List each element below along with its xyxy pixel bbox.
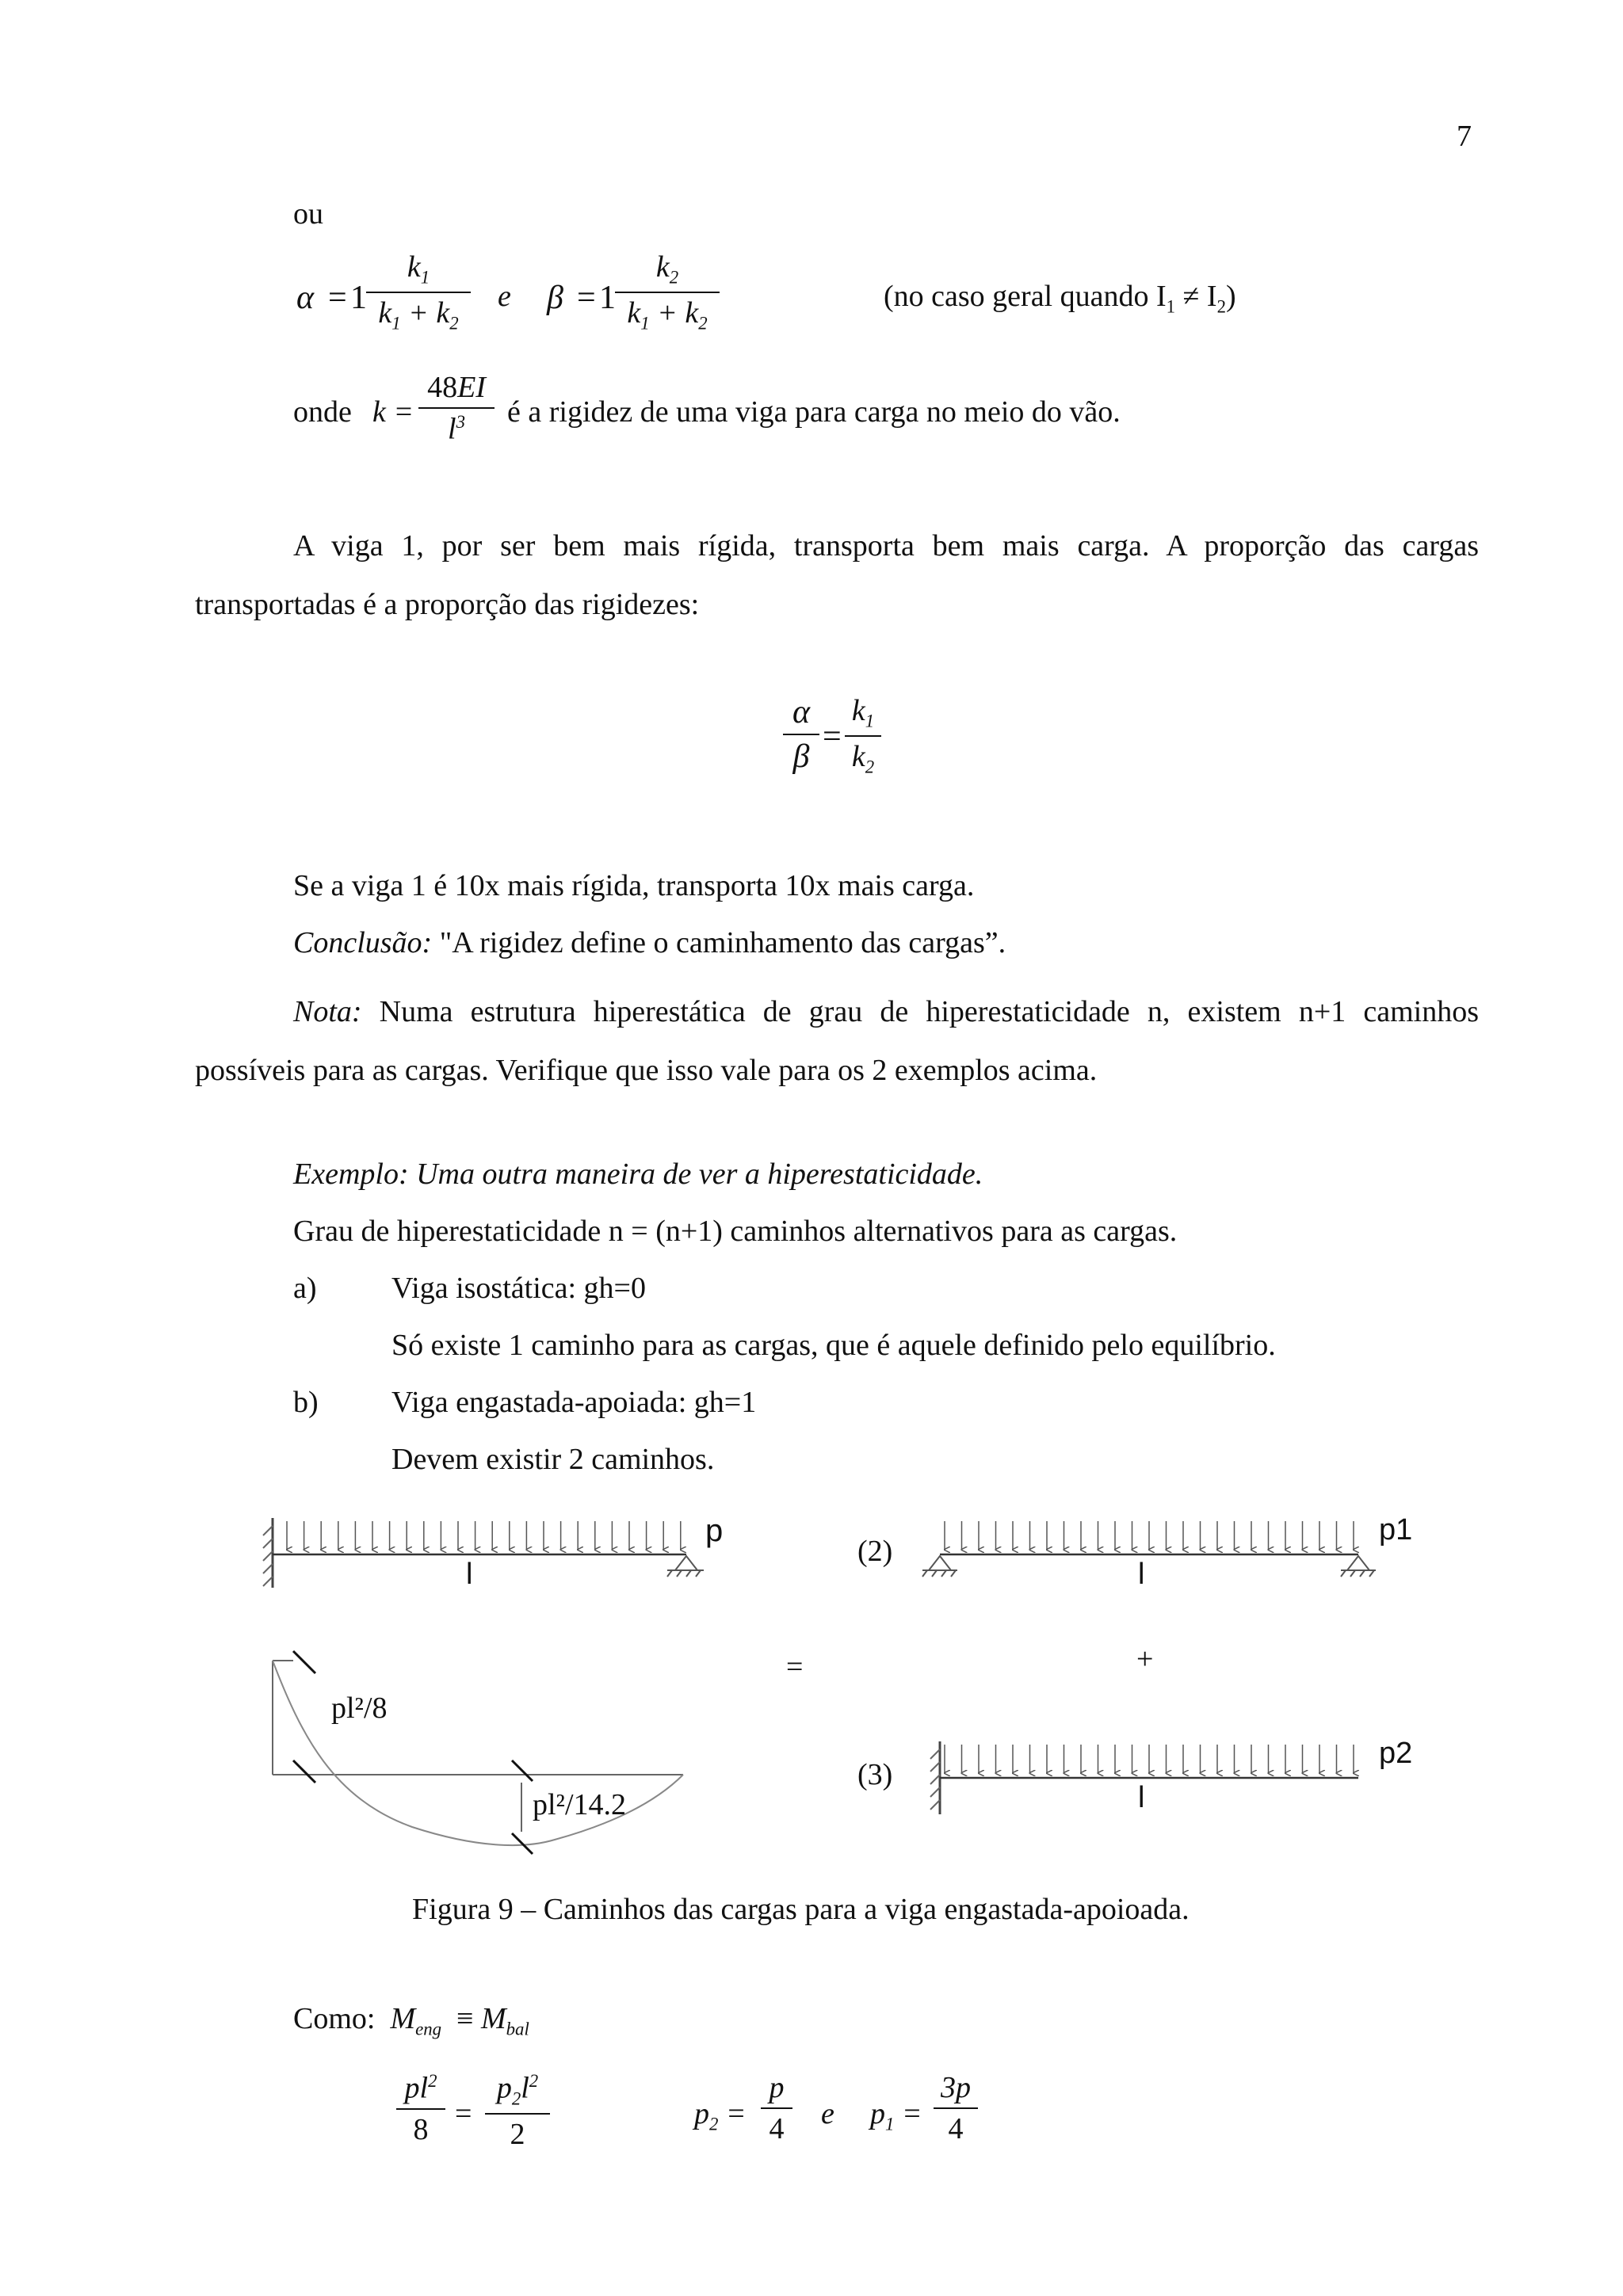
equivalence-sign: ≡	[456, 2002, 474, 2035]
moment-label-2: pl²/14.2	[533, 1788, 627, 1821]
moment-eng: M	[390, 2002, 416, 2035]
moment-bal: M	[480, 2002, 506, 2035]
ratio-equals: =	[823, 719, 842, 755]
alpha-denominator: $k_1 + k_2$	[378, 296, 459, 334]
beam-2-tag: (2)	[857, 1535, 893, 1568]
final-rhs-num: $p_2l^2$	[496, 2071, 539, 2109]
moment-tick-3	[512, 1760, 533, 1781]
equals-label: =	[786, 1650, 804, 1684]
stiffness-prefix: onde	[293, 395, 352, 429]
plus-label: +	[1136, 1642, 1154, 1676]
final-connector: e	[821, 2097, 834, 2130]
intro-word: ou	[293, 197, 323, 231]
final-lhs-num: $pl^2$	[404, 2071, 437, 2105]
final-lhs-fraction	[396, 2073, 445, 2145]
note-text: Numa estrutura hiperestática de grau de hiperestaticidade n, existem n+1 caminhos possíveis para as cargas. Verifique que isso vale para os 2 exemplos acima.	[195, 995, 1479, 1087]
moment-label-1: pl²/8	[331, 1691, 388, 1725]
pin-support-2-left	[922, 1556, 957, 1577]
load-label-3: p2	[1379, 1737, 1413, 1770]
p2-num: p	[769, 2071, 785, 2104]
p2-fraction	[761, 2073, 792, 2144]
fixed-hatch-3	[930, 1749, 940, 1810]
general-case-note: (no caso geral quando $I_1 \ne I_2$)	[884, 280, 1236, 317]
equals-sign: =	[328, 280, 347, 316]
load-label-main: p	[705, 1513, 724, 1548]
figure-caption: Figura 9 – Caminhos das cargas para a viga engastada-apoioada.	[412, 1893, 1190, 1926]
moment-bal-sub: bal	[506, 2019, 529, 2039]
como-line	[293, 2001, 529, 2040]
stiffness-denominator: $l^3$	[448, 412, 465, 446]
ratio-alpha: α	[792, 694, 811, 730]
distributed-load-2	[945, 1521, 1354, 1550]
moment-diagram	[273, 1651, 683, 1854]
paragraph-stiffness: A viga 1, por ser bem mais rígida, transporta bem mais carga. A proporção das cargas transportadas é a proporção das rigidezes:	[195, 529, 1479, 621]
page-number: 7	[1457, 120, 1472, 153]
fixed-hatch-main	[263, 1526, 273, 1586]
span-label-3: l	[1138, 1781, 1145, 1814]
moment-eng-sub: eng	[415, 2019, 442, 2039]
ratio-k2: $k_2$	[851, 740, 875, 777]
distributed-load-3	[945, 1745, 1354, 1773]
p2-lhs: $p_2$ =	[694, 2097, 747, 2134]
final-lhs-den: 8	[413, 2112, 429, 2146]
alpha-coef: 1	[350, 280, 367, 316]
final-equals: =	[455, 2097, 472, 2130]
load-label-2: p1	[1379, 1513, 1413, 1547]
beta-coef: 1	[599, 280, 616, 316]
stiffness-numerator: 48EI	[427, 371, 486, 404]
alpha-symbol: α	[296, 280, 315, 316]
p1-fraction	[934, 2073, 978, 2144]
span-label-2: l	[1138, 1558, 1145, 1591]
moment-tick-2	[293, 1760, 315, 1783]
p2-den: 4	[769, 2112, 785, 2145]
pin-support-main	[667, 1556, 704, 1577]
item-b-marker: b)	[293, 1386, 319, 1419]
span-label-main: l	[466, 1558, 473, 1591]
ratio-k1: $k_1$	[851, 694, 875, 731]
rigid-statement: Se a viga 1 é 10x mais rígida, transporta 10x mais carga.	[293, 869, 975, 902]
degree-line: Grau de hiperestaticidade n = (n+1) caminhos alternativos para as cargas.	[293, 1215, 1178, 1248]
item-b-sub: Devem existir 2 caminhos.	[391, 1443, 715, 1476]
note-label: Nota:	[293, 995, 362, 1028]
item-a-marker: a)	[293, 1272, 317, 1305]
p1-den: 4	[948, 2112, 964, 2145]
p1-num: 3p	[941, 2071, 971, 2104]
beta-denominator: $k_1 + k_2$	[627, 296, 708, 334]
conclusion-label: Conclusão:	[293, 926, 433, 959]
item-a-sub: Só existe 1 caminho para as cargas, que é aquele definido pelo equilíbrio.	[391, 1329, 1276, 1362]
ratio-beta: β	[792, 738, 810, 775]
stiffness-var: k =	[372, 395, 414, 429]
alpha-numerator: $k_1$	[407, 250, 430, 288]
equals-sign: =	[577, 280, 596, 316]
final-rhs-fraction	[485, 2071, 550, 2152]
item-b-text: Viga engastada-apoiada: gh=1	[391, 1386, 757, 1419]
beam-2	[922, 1521, 1376, 1577]
formula-connector: e	[498, 280, 511, 313]
pin-support-2-right	[1341, 1556, 1376, 1577]
item-a-text: Viga isostática: gh=0	[391, 1272, 646, 1305]
moment-tick-4	[512, 1833, 533, 1854]
moment-tick-1	[293, 1651, 315, 1673]
beam-3-tag: (3)	[857, 1758, 893, 1791]
como-prefix: Como:	[293, 2002, 376, 2035]
p1-lhs: $p_1$ =	[870, 2097, 922, 2134]
stiffness-suffix: é a rigidez de uma viga para carga no meio do vão.	[507, 395, 1121, 429]
beam-main	[263, 1518, 704, 1588]
conclusion-text: "A rigidez define o caminhamento das cargas”.	[432, 926, 1006, 959]
final-rhs-den: 2	[510, 2118, 525, 2152]
distributed-load-main	[287, 1521, 681, 1550]
beta-symbol: β	[547, 280, 563, 316]
example-heading: Exemplo: Uma outra maneira de ver a hiperestaticidade.	[293, 1158, 983, 1191]
beta-numerator: $k_2$	[655, 250, 679, 288]
